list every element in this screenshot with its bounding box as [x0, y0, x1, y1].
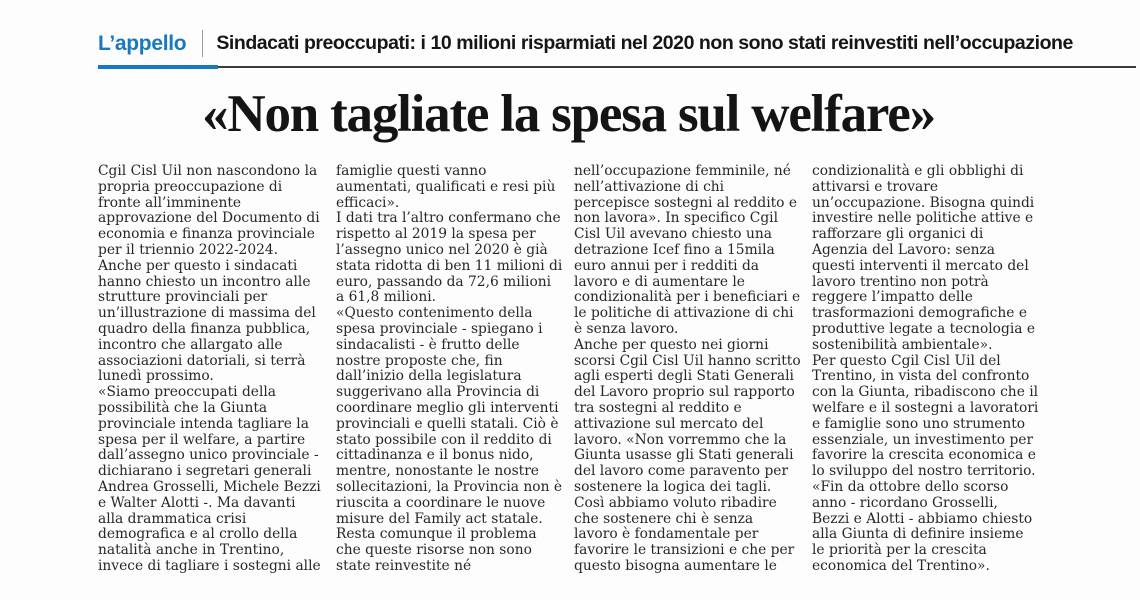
paragraph: Cgil Cisl Uil non nascondono la propria preoccupazione di fronte all’imminente approvazione del Documento di economia e finanza provinciale per il triennio 2022-2024. Anche per questo i sindacati hanno chiesto un incontro alle strutture provinciali per un’illustrazione di massima del quadro della finanza pubblica, incontro che allargato alle associazioni datoriali, si terrà lunedì prossimo. [98, 163, 320, 385]
kicker-row [98, 30, 1136, 68]
paragraph: «Siamo preoccupati della possibilità che la Giunta provinciale intenda tagliare la spesa per il welfare, a partire dall’assegno unico provinciale - dichiarano i segretari generali Andrea Grosselli, Michele Bezzi e Walter Alotti -. Ma davanti alla drammatica crisi demografica e al crollo della natalità anche in Trentino, invece di tagliare i sostegni alle [98, 384, 321, 574]
paragraph: I dati tra l’altro confermano che rispetto al 2019 la spesa per l’assegno unico nel 2020 è già stata ridotta di ben 11 milioni di euro, passando da 72,6 milioni a 61,8 milioni. [336, 210, 563, 306]
paragraph: nell’occupazione femminile, né nell’attivazione di chi percepisce sostegni al reddito e non lavora». In specifico Cgil Cisl Uil avevano chiesto una detrazione Icef fino a 15mila euro annui per i redditi da lavoro e di aumentare le condizionalità per i beneficiari e le politiche di attivazione di chi è senza lavoro. [574, 163, 801, 337]
article-column-2 [336, 164, 563, 575]
paragraph: «Questo contenimento della spesa provinciale - spiegano i sindacalisti - è frutto delle nostre proposte che, fin dall’inizio della legislatura suggerivano alla Provincia di coordinare meglio gli interventi provinciali e quelli statali. Ciò è stato possibile con il reddito di cittadinanza e il bonus nido, mentre, nonostante le nostre sollecitazioni, la Provincia non è riuscita a coordinare le nuove misure del Family act statale. Resta comunque il problema che queste risorse non sono state reinvestite né [336, 305, 563, 574]
article-column-4 [812, 164, 1039, 575]
paragraph: Per questo Cgil Cisl Uil del Trentino, in vista del confronto con la Giunta, ribadiscono che il welfare e il sostegni a lavoratori e famiglie sono uno strumento essenziale, un investimento per favorire la crescita economica e lo sviluppo del nostro territorio. [812, 352, 1039, 480]
paragraph: famiglie questi vanno aumentati, qualificati e resi più efficaci». [336, 163, 556, 211]
kicker-accent-rule [98, 65, 218, 69]
article-column-1 [98, 164, 325, 575]
paragraph: «Fin da ottobre dello scorso anno - ricordano Grosselli, Bezzi e Alotti - abbiamo chiesto alla Giunta di definire insieme le priorità per la crescita economica del Trentino». [812, 478, 1033, 574]
paragraph: Anche per questo nei giorni scorsi Cgil Cisl Uil hanno scritto agli esperti degli Stati Generali del Lavoro proprio sul rapporto tra sostegni al reddito e attivazione sul mercato del lavoro. «Non vorremmo che la Giunta usasse gli Stati generali del lavoro come paravento per sostenere la logica dei tagli. Così abbiamo voluto ribadire che sostenere chi è senza lavoro è fondamentale per favorire le transizioni e che per questo bisogna aumentare le [574, 336, 801, 574]
article-body [98, 164, 1039, 575]
section-label: L’appello [98, 31, 187, 55]
article-column-3 [574, 164, 801, 575]
article-headline: «Non tagliate la spesa sul welfare» [202, 85, 935, 143]
kicker-text: Sindacati preoccupati: i 10 milioni risparmiati nel 2020 non sono stati reinvestiti nell’occupazione [216, 32, 1073, 54]
paragraph: condizionalità e gli obblighi di attivarsi e trovare un’occupazione. Bisogna quindi investire nelle politiche attive e rafforzare gli organici di Agenzia del Lavoro: senza questi interventi il mercato del lavoro trentino non potrà reggere l’impatto delle trasformazioni demografiche e produttive legate a tecnologia e sostenibilità ambientale». [812, 163, 1036, 353]
kicker-divider [202, 30, 203, 57]
